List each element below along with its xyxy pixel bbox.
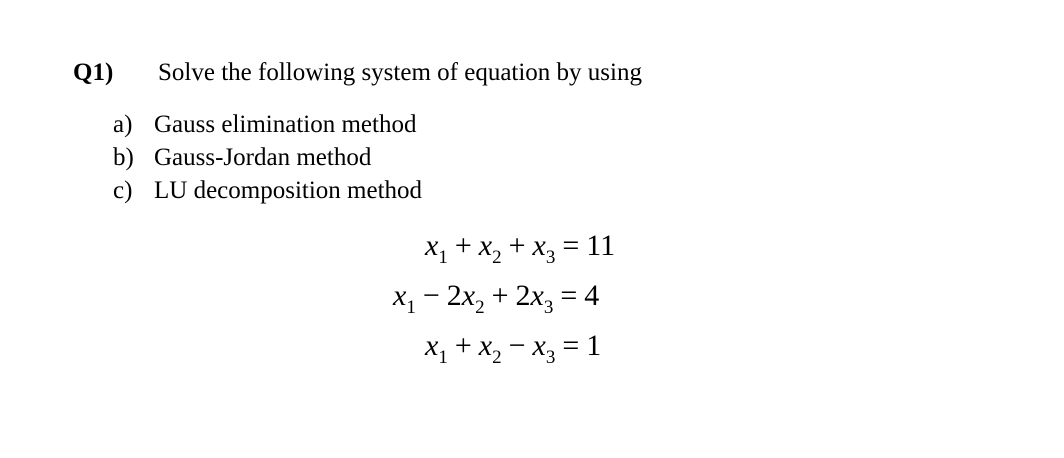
variable: x bbox=[393, 279, 407, 312]
subscript: 2 bbox=[492, 347, 502, 368]
operator: + bbox=[454, 329, 472, 362]
equation-2 bbox=[393, 278, 599, 326]
variable: x bbox=[532, 329, 546, 362]
method-text: LU decomposition method bbox=[154, 177, 423, 204]
subscript: 1 bbox=[406, 297, 416, 318]
subscript: 2 bbox=[492, 247, 502, 268]
variable: x bbox=[425, 329, 439, 362]
operator: − bbox=[508, 329, 526, 362]
subscript: 3 bbox=[545, 347, 556, 368]
equals-sign: = bbox=[560, 279, 578, 312]
method-item-a bbox=[113, 109, 422, 142]
operator: + bbox=[491, 279, 509, 312]
equation-1 bbox=[425, 228, 615, 276]
operator: − bbox=[422, 279, 440, 312]
equation-3 bbox=[425, 328, 601, 376]
method-item-c bbox=[113, 175, 422, 208]
question-number: Q1) bbox=[73, 59, 114, 86]
coefficient: 2 bbox=[515, 279, 531, 312]
equals-sign: = bbox=[562, 229, 580, 262]
operator: + bbox=[454, 229, 472, 262]
operator: + bbox=[508, 229, 526, 262]
variable: x bbox=[530, 279, 544, 312]
equals-sign: = bbox=[562, 329, 580, 362]
method-text: Gauss elimination method bbox=[154, 111, 417, 138]
variable: x bbox=[478, 229, 493, 262]
method-text: Gauss-Jordan method bbox=[154, 144, 372, 171]
variable: x bbox=[461, 279, 476, 312]
subscript: 1 bbox=[438, 247, 448, 268]
question-prompt: Solve the following system of equation by using bbox=[158, 59, 642, 86]
method-marker: c) bbox=[113, 177, 133, 204]
variable: x bbox=[425, 229, 439, 262]
method-marker: a) bbox=[113, 111, 133, 138]
subscript: 1 bbox=[438, 347, 448, 368]
right-hand-side: 1 bbox=[586, 329, 602, 362]
subscript: 2 bbox=[475, 297, 485, 318]
right-hand-side: 11 bbox=[586, 229, 616, 262]
variable: x bbox=[532, 229, 546, 262]
method-item-b bbox=[113, 142, 422, 175]
method-list bbox=[113, 109, 422, 208]
right-hand-side: 4 bbox=[584, 279, 600, 312]
subscript: 3 bbox=[545, 247, 556, 268]
variable: x bbox=[478, 329, 493, 362]
coefficient: 2 bbox=[446, 279, 462, 312]
method-marker: b) bbox=[113, 144, 134, 171]
subscript: 3 bbox=[543, 297, 554, 318]
